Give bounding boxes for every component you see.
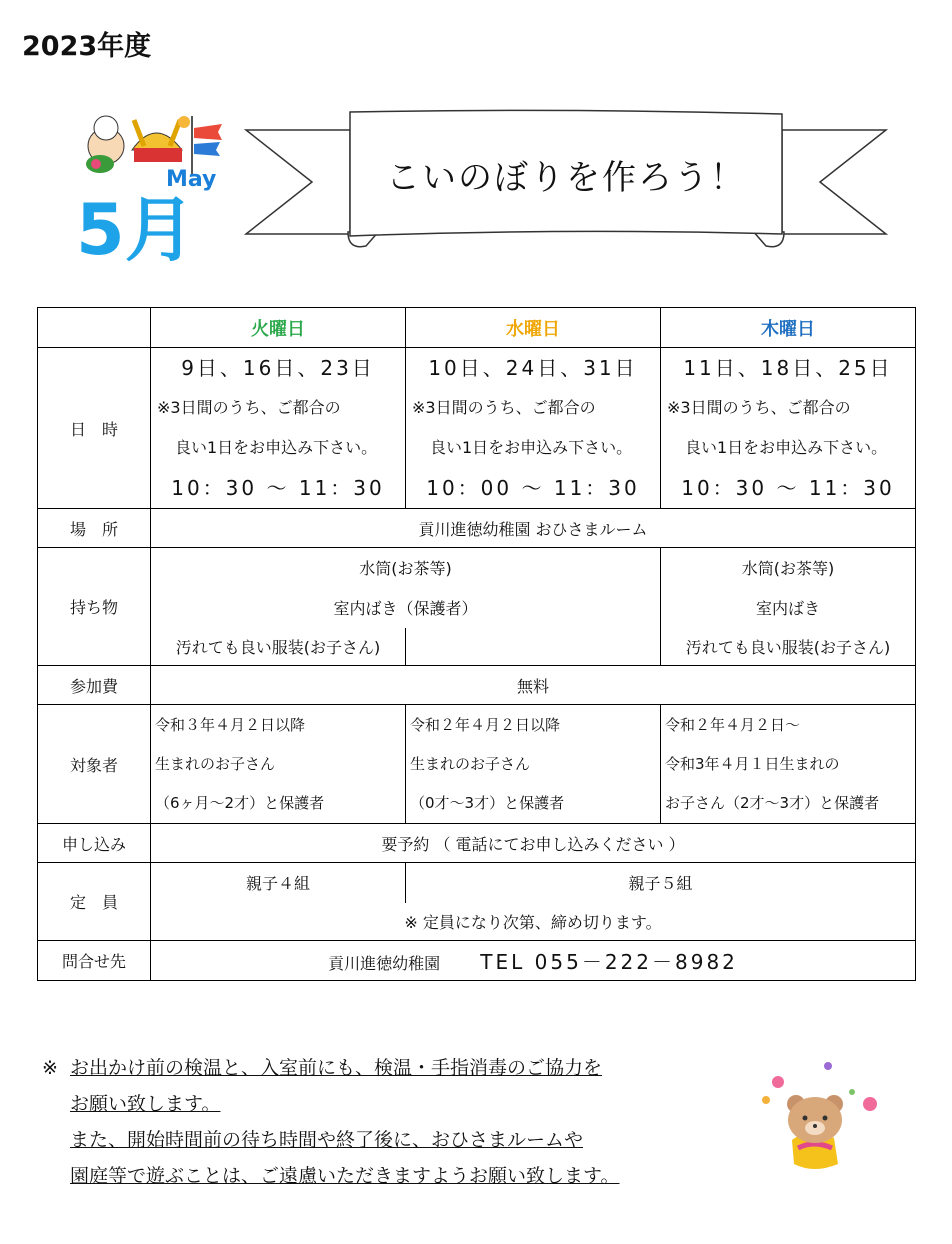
fee-value: 無料 <box>151 666 916 705</box>
fee-label: 参加費 <box>38 666 151 705</box>
notes-line-3 <box>42 1122 619 1158</box>
may-badge-illustration <box>74 106 244 266</box>
may-en-text: May <box>166 167 217 192</box>
apply-row <box>38 824 916 863</box>
items-row-2 <box>38 588 916 628</box>
schedule-table <box>37 307 916 981</box>
datetime-wednesday <box>406 348 661 509</box>
apply-value: 要予約 （ 電話にてお申し込みください ） <box>151 824 916 863</box>
items-thu-line2: 室内ばき <box>661 588 916 628</box>
wednesday-time: 10：00 ～ 11：30 <box>426 476 640 500</box>
contact-value <box>151 941 916 981</box>
target-tue-line2: 生まれのお子さん <box>155 754 276 773</box>
place-value: 貢川進徳幼稚園 おひさまルーム <box>151 509 916 548</box>
apply-label: 申し込み <box>38 824 151 863</box>
items-thu-line1: 水筒(お茶等) <box>661 548 916 588</box>
target-thursday <box>661 705 916 824</box>
notes-text-2: お願い致します。 <box>70 1093 221 1115</box>
items-row-3 <box>38 628 916 666</box>
notes-text-3: また、開始時間前の待ち時間や終了後に、おひさまルームや <box>70 1129 584 1151</box>
tuesday-note-1: ※3日間のうち、ご都合の <box>157 398 341 417</box>
thursday-note-2: 良い1日をお申込み下さい。 <box>685 438 888 457</box>
may-badge <box>74 106 244 266</box>
notes-text-4: 園庭等で遊ぶことは、ご遠慮いただきますようお願い致します。 <box>70 1165 620 1187</box>
target-thu-line2: 令和3年４月１日生まれの <box>665 754 840 773</box>
datetime-label: 日 時 <box>38 348 151 509</box>
notes-line-2 <box>42 1086 619 1122</box>
bottom-notes <box>42 1050 619 1194</box>
may-month-text: 5月 <box>76 189 195 266</box>
target-tue-line3: （6ヶ月～2才）と保護者 <box>155 793 325 812</box>
thursday-time: 10：30 ～ 11：30 <box>681 476 895 500</box>
target-row <box>38 705 916 824</box>
capacity-tue: 親子４組 <box>151 863 406 903</box>
target-tuesday <box>151 705 406 824</box>
wednesday-note-1: ※3日間のうち、ご都合の <box>412 398 596 417</box>
datetime-tuesday <box>151 348 406 509</box>
notes-line-1 <box>42 1050 619 1086</box>
header-tuesday <box>151 308 406 348</box>
thursday-label: 木曜日 <box>761 318 815 340</box>
target-wed-line3: （0才～3才）と保護者 <box>410 793 565 812</box>
contact-name: 貢川進徳幼稚園 <box>328 954 441 973</box>
tuesday-time: 10：30 ～ 11：30 <box>171 476 385 500</box>
datetime-row <box>38 348 916 509</box>
year-title: 2023年度 <box>22 31 152 62</box>
target-thu-line3: お子さん（2才～3才）と保護者 <box>665 793 880 812</box>
items-tuewed-line2: 室内ばき（保護者） <box>151 588 661 628</box>
items-row-1 <box>38 548 916 588</box>
items-label: 持ち物 <box>38 548 151 666</box>
tuesday-dates: 9日、16日、23日 <box>181 356 375 380</box>
bear-icon <box>752 1056 892 1176</box>
banner-title: こいのぼりを作ろう！ <box>386 158 746 198</box>
notes-text-1: お出かけ前の検温と、入室前にも、検温・手指消毒のご協力を <box>70 1057 603 1079</box>
contact-row <box>38 941 916 981</box>
items-tuewed-line1: 水筒(お茶等) <box>151 548 661 588</box>
items-thu-line3: 汚れても良い服装(お子さん) <box>661 628 916 666</box>
capacity-row-1 <box>38 863 916 903</box>
thursday-dates: 11日、18日、25日 <box>683 356 893 380</box>
capacity-note: ※ 定員になり次第、締め切ります。 <box>151 903 916 941</box>
items-wed-line3 <box>406 628 661 666</box>
wednesday-dates: 10日、24日、31日 <box>428 356 638 380</box>
notes-line-4 <box>42 1158 619 1194</box>
header-wednesday <box>406 308 661 348</box>
place-label: 場 所 <box>38 509 151 548</box>
wednesday-note-2: 良い1日をお申込み下さい。 <box>430 438 633 457</box>
capacity-label: 定 員 <box>38 863 151 941</box>
contact-tel: TEL 055－222－8982 <box>480 950 738 974</box>
title-banner <box>240 106 892 256</box>
fee-row <box>38 666 916 705</box>
wednesday-label: 水曜日 <box>506 318 560 340</box>
tuesday-label: 火曜日 <box>251 318 305 340</box>
notes-mark: ※ <box>42 1057 58 1079</box>
datetime-thursday <box>661 348 916 509</box>
target-wed-line1: 令和２年４月２日以降 <box>410 715 561 734</box>
target-thu-line1: 令和２年４月２日～ <box>665 715 801 734</box>
bear-illustration <box>752 1056 892 1176</box>
table-header-row <box>38 308 916 348</box>
place-row <box>38 509 916 548</box>
thursday-note-1: ※3日間のうち、ご都合の <box>667 398 851 417</box>
capacity-row-2 <box>38 903 916 941</box>
capacity-wedthu: 親子５組 <box>406 863 916 903</box>
target-wednesday <box>406 705 661 824</box>
tuesday-note-2: 良い1日をお申込み下さい。 <box>175 438 378 457</box>
header-thursday <box>661 308 916 348</box>
target-wed-line2: 生まれのお子さん <box>410 754 531 773</box>
target-tue-line1: 令和３年４月２日以降 <box>155 715 306 734</box>
header-blank <box>38 308 151 348</box>
target-label: 対象者 <box>38 705 151 824</box>
contact-label: 問合せ先 <box>38 941 151 981</box>
items-tue-line3: 汚れても良い服装(お子さん) <box>151 628 406 666</box>
